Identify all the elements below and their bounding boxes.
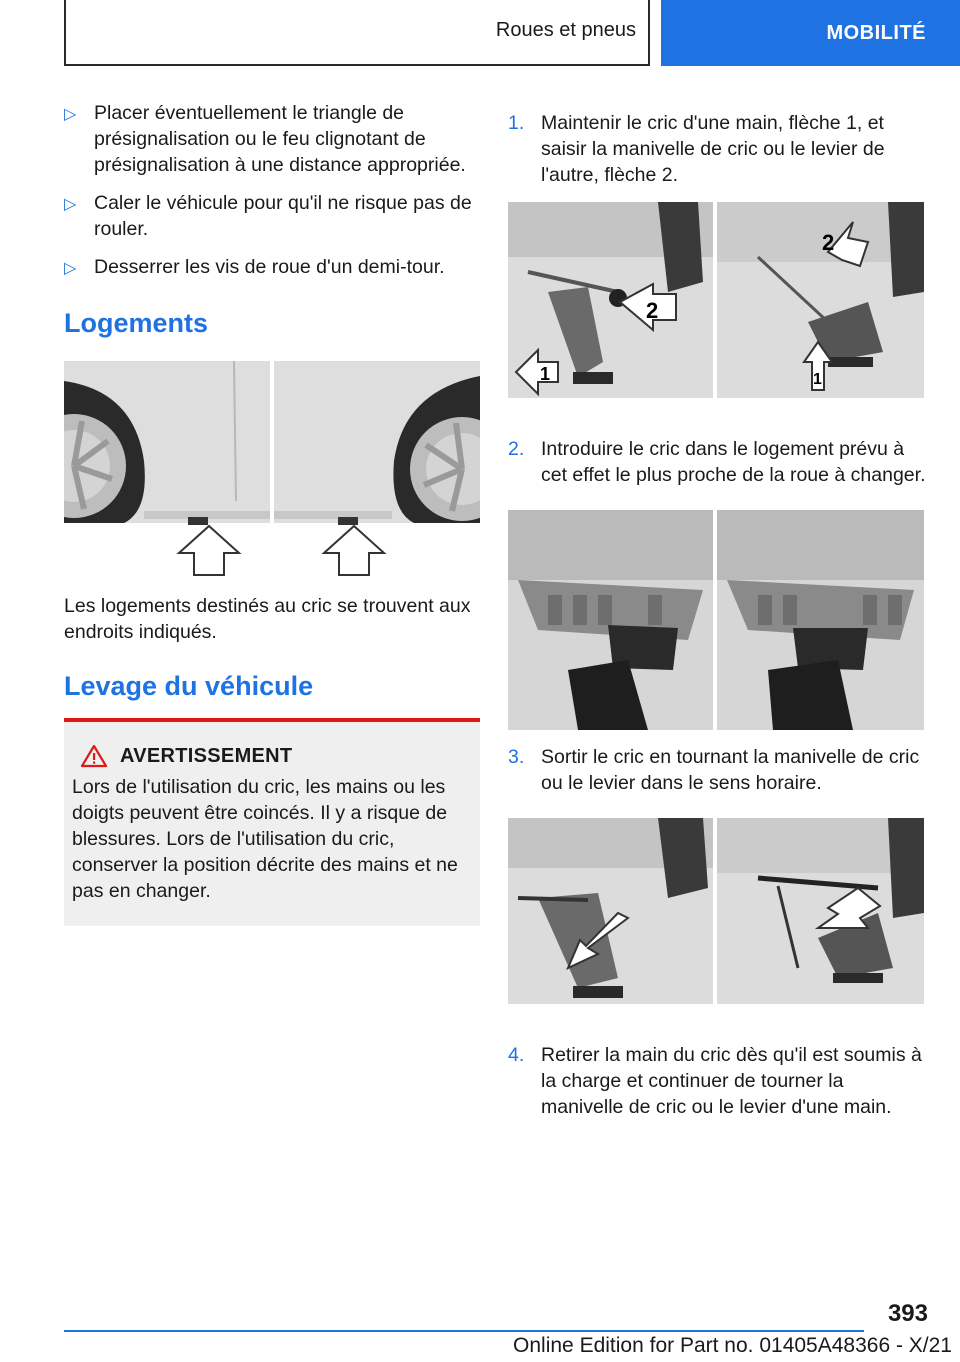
arrow-label-1: 1 — [813, 371, 822, 388]
logements-description: Les logements destinés au cric se trouvent aux endroits indiqués. — [64, 595, 471, 643]
list-item: ▷ Caler le véhicule pour qu'il ne risque pas de rouler. — [64, 192, 472, 240]
triangle-bullet-icon: ▷ — [64, 196, 77, 213]
warning-header — [72, 744, 472, 768]
warning-triangle-icon — [80, 744, 108, 768]
list-item: 2. Introduire le cric dans le logement prévu à cet effet le plus proche de la roue à changer. — [508, 438, 926, 486]
section-title: Roues et pneus — [495, 18, 636, 41]
arrow-label-2: 2 — [646, 298, 659, 323]
list-item: ▷ Desserrer les vis de roue d'un demi-tour. — [64, 254, 482, 282]
step-number: 4. — [508, 1044, 525, 1066]
heading-logements: Logements — [64, 308, 209, 338]
warning-body: Lors de l'utilisation du cric, les mains ou les doigts peuvent être coincés. Il y a risque de blessures. Lors de l'utilisation du cric, conserver la position décrite des mains et ne pas en changer. — [72, 776, 458, 902]
footer-text: Online Edition for Part no. 01405A48366 - X/21 — [513, 1334, 952, 1357]
list-item: 1. Maintenir le cric d'une main, flèche 1, et saisir la manivelle de cric ou le levier de l'autre, flèche 2. — [508, 112, 885, 186]
step-number: 2. — [508, 438, 525, 460]
arrow-label-2: 2 — [822, 230, 835, 255]
right-column — [508, 110, 928, 1120]
warning-title: AVERTISSEMENT — [120, 744, 293, 767]
step-number: 3. — [508, 746, 525, 768]
warning-box — [64, 718, 480, 926]
arrow-label-1: 1 — [540, 364, 551, 384]
list-item: ▷ Placer éventuellement le triangle de présignalisation ou le feu clignotant de présignalisation à une distance appropriée. — [64, 102, 466, 176]
jack-crank-illustration — [508, 818, 924, 1004]
chapter-tab[interactable]: MOBILITÉ — [661, 0, 960, 66]
triangle-bullet-icon: ▷ — [64, 106, 77, 123]
heading-levage: Levage du véhicule — [64, 671, 314, 701]
page-number: 393 — [887, 1300, 928, 1327]
jack-points-illustration — [64, 361, 480, 579]
list-item: 4. Retirer la main du cric dès qu'il est soumis à la charge et continuer de tourner la manivelle de cric ou le levier d'une main. — [508, 1044, 922, 1118]
footer-divider — [64, 1330, 864, 1332]
step-number: 1. — [508, 112, 525, 134]
list-item: 3. Sortir le cric en tournant la manivelle de cric ou le levier dans le sens horaire. — [508, 746, 920, 794]
jack-hold-illustration — [508, 202, 924, 398]
triangle-bullet-icon: ▷ — [64, 260, 77, 277]
jack-insert-illustration — [508, 510, 924, 730]
left-column — [64, 100, 482, 926]
